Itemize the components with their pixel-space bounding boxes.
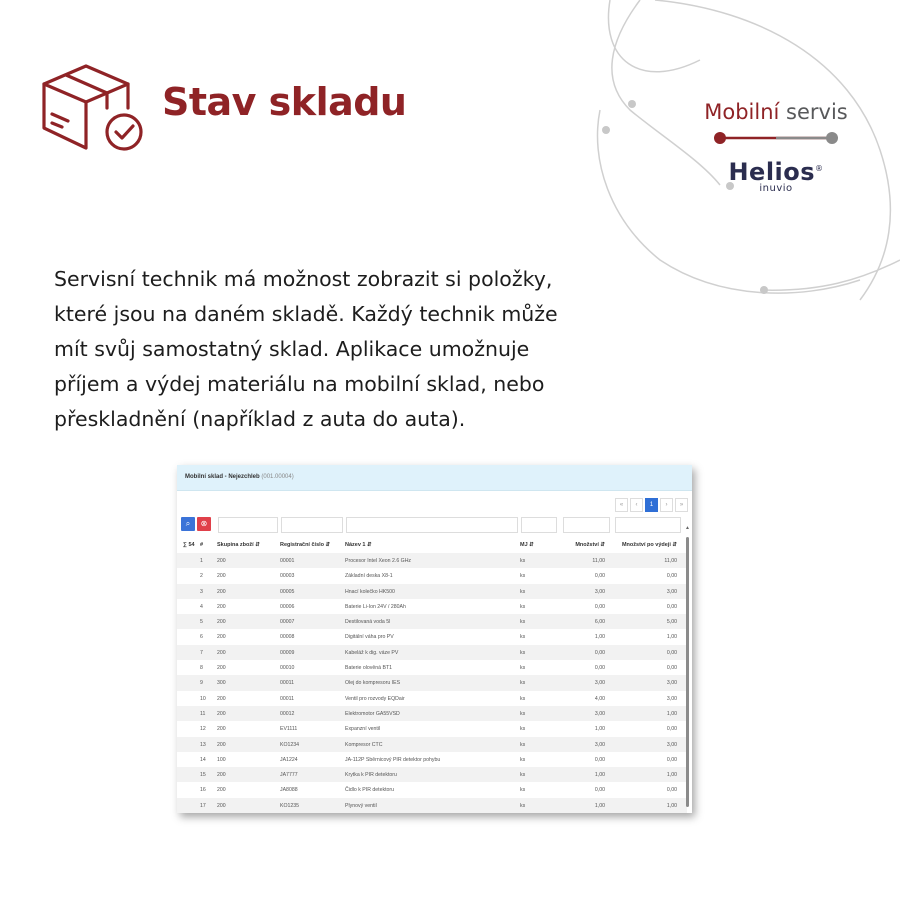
cell-mj: ks	[520, 680, 526, 687]
cell-group: 200	[217, 619, 226, 626]
cell-mj: ks	[520, 787, 526, 794]
cell-name: Olej do kompresoru IES	[345, 680, 401, 687]
cell-reg: 00006	[280, 603, 295, 610]
cell-reg: 00012	[280, 710, 295, 717]
table-header	[177, 538, 687, 554]
cell-name: JA-112P Sběrnicový PIR detektor pohybu	[345, 756, 441, 763]
cell-qty: 6,00	[594, 619, 605, 626]
cell-reg: 00011	[280, 680, 295, 687]
cell-name: Kompresor CTC	[345, 741, 383, 748]
cell-name: Elektromotor GA55VSD	[345, 710, 400, 717]
helios-wordmark: Helios	[728, 158, 816, 186]
cell-reg: 00003	[280, 573, 295, 580]
col-qty-out[interactable]: Množství po výdeji ⇵	[621, 542, 677, 548]
cell-num: 7	[200, 649, 203, 656]
filter-qty-out-input[interactable]	[615, 517, 681, 533]
cell-reg: 00001	[280, 558, 295, 564]
cell-num: 9	[200, 680, 203, 687]
cell-group: 200	[217, 772, 226, 779]
cell-num: 13	[200, 741, 206, 748]
cell-qty: 1,00	[594, 634, 605, 641]
cell-qty: 3,00	[594, 741, 605, 748]
cell-qty-out: 11,00	[664, 558, 677, 564]
cell-mj: ks	[520, 603, 526, 610]
registered-mark: ®	[815, 164, 824, 173]
page-title: Stav skladu	[162, 80, 407, 124]
cell-reg: JA1224	[280, 756, 298, 763]
table-row[interactable]	[177, 691, 687, 706]
table-row[interactable]	[177, 645, 687, 660]
cell-qty: 11,00	[592, 558, 605, 564]
cell-num: 1	[200, 558, 203, 564]
cell-num: 5	[200, 619, 203, 626]
page-1-button[interactable]: 1	[645, 498, 658, 512]
cell-group: 200	[217, 603, 226, 610]
cell-name: Expanzní ventil	[345, 726, 381, 733]
cell-mj: ks	[520, 649, 526, 656]
package-check-icon	[40, 62, 148, 154]
cell-qty-out: 3,00	[666, 680, 677, 687]
col-sum: ∑ 54	[183, 542, 195, 548]
cell-num: 17	[200, 802, 206, 809]
table-row[interactable]	[177, 767, 687, 782]
cell-qty: 0,00	[594, 603, 605, 610]
scroll-up-icon[interactable]: ▲	[685, 525, 690, 531]
cell-reg: EV1111	[280, 726, 298, 733]
cell-qty-out: 3,00	[666, 741, 677, 748]
cell-qty-out: 0,00	[666, 649, 677, 656]
cell-qty-out: 0,00	[666, 787, 677, 794]
search-button[interactable]	[181, 517, 195, 531]
brand-word-servis: servis	[786, 100, 848, 124]
cell-num: 2	[200, 573, 203, 580]
cell-group: 200	[217, 695, 226, 702]
cell-num: 4	[200, 603, 203, 610]
cell-num: 14	[200, 756, 206, 763]
cell-qty: 3,00	[594, 680, 605, 687]
cell-qty-out: 0,00	[666, 603, 677, 610]
cell-qty: 1,00	[594, 726, 605, 733]
cell-name: Ventil pro rozvody EQDair	[345, 695, 405, 702]
cell-mj: ks	[520, 573, 526, 580]
cell-reg: 00010	[280, 665, 295, 672]
table-row[interactable]	[177, 675, 687, 690]
cell-name: Procesor Intel Xeon 2.6 GHz	[345, 558, 412, 564]
table-body	[177, 553, 687, 813]
cell-qty-out: 3,00	[666, 695, 677, 702]
brand-word-mobilni: Mobilní	[704, 100, 780, 124]
first-page-button[interactable]: «	[615, 498, 628, 512]
description-line: které jsou na daném skladě. Každý technik může	[54, 302, 558, 326]
filter-group-input[interactable]	[218, 517, 278, 533]
helios-logo	[686, 158, 866, 186]
cell-group: 100	[217, 756, 226, 763]
filter-qty-input[interactable]	[563, 517, 610, 533]
cell-qty-out: 1,00	[666, 634, 677, 641]
table-row[interactable]	[177, 782, 687, 797]
prev-page-button[interactable]: ‹	[630, 498, 643, 512]
cell-mj: ks	[520, 741, 526, 748]
table-row[interactable]	[177, 660, 687, 675]
brand-logo	[686, 100, 866, 194]
brand-line	[686, 100, 866, 124]
cell-group: 200	[217, 649, 226, 656]
cell-qty-out: 3,00	[666, 588, 677, 595]
warehouse-screenshot	[177, 465, 692, 813]
cell-group: 200	[217, 588, 226, 595]
cell-name: Baterie Li-Ion 24V / 280Ah	[345, 603, 406, 610]
cell-name: Plynový ventil	[345, 802, 377, 809]
cell-reg: KO1235	[280, 802, 300, 809]
cell-name: Hnací kolečko HK500	[345, 588, 395, 595]
cell-group: 300	[217, 680, 226, 687]
description-line: Servisní technik má možnost zobrazit si položky,	[54, 267, 553, 291]
cell-qty: 4,00	[594, 695, 605, 702]
window-header	[177, 465, 692, 491]
cell-group: 200	[217, 665, 226, 672]
description-line: příjem a výdej materiálu na mobilní sklad, nebo	[54, 372, 545, 396]
cell-group: 200	[217, 741, 226, 748]
table-row[interactable]	[177, 721, 687, 736]
cell-reg: JA8088	[280, 787, 298, 794]
cell-name: Čidlo k PIR detektoru	[345, 787, 395, 794]
cell-num: 3	[200, 588, 203, 595]
cell-name: Digitální váha pro PV	[345, 634, 394, 641]
cell-name: Baterie olověná BT1	[345, 665, 393, 672]
cell-mj: ks	[520, 710, 526, 717]
clear-icon: ⊗	[200, 519, 208, 528]
cell-qty-out: 1,00	[666, 772, 677, 779]
cell-name: Krytka k PIR detektoru	[345, 772, 397, 779]
pagination	[615, 498, 688, 512]
cell-name: Základní deska X8-1	[345, 573, 393, 580]
cell-qty: 0,00	[594, 665, 605, 672]
cell-name: Destilovaná voda 5l	[345, 619, 391, 626]
brand-connector-icon	[686, 128, 866, 148]
filter-reg-input[interactable]	[281, 517, 343, 533]
cell-reg: 00009	[280, 649, 295, 656]
filter-name-input[interactable]	[346, 517, 518, 533]
cell-mj: ks	[520, 802, 526, 809]
cell-reg: 00007	[280, 619, 295, 626]
cell-mj: ks	[520, 619, 526, 626]
table-row[interactable]	[177, 568, 687, 583]
table-row[interactable]	[177, 798, 687, 813]
cell-qty-out: 0,00	[666, 726, 677, 733]
last-page-button[interactable]: »	[675, 498, 688, 512]
col-mj[interactable]: MJ ⇵	[520, 542, 534, 548]
cell-group: 200	[217, 726, 226, 733]
clear-filter-button[interactable]	[197, 517, 211, 531]
cell-group: 200	[217, 787, 226, 794]
cell-num: 16	[200, 787, 206, 794]
cell-mj: ks	[520, 588, 526, 595]
window-subtitle: (001.00004)	[261, 474, 294, 480]
filter-row	[181, 517, 686, 533]
cell-mj: ks	[520, 695, 526, 702]
window-title: Mobilní sklad - Nejezchleb	[185, 474, 260, 480]
scrollbar-thumb[interactable]	[686, 537, 689, 807]
cell-mj: ks	[520, 634, 526, 641]
cell-qty: 0,00	[594, 756, 605, 763]
cell-mj: ks	[520, 665, 526, 672]
col-reg[interactable]: Registrační číslo ⇵	[280, 542, 331, 548]
cell-reg: 00011	[280, 695, 295, 702]
cell-name: Kabeláž k dig. váze PV	[345, 649, 399, 656]
cell-group: 200	[217, 802, 226, 809]
table-row[interactable]	[177, 706, 687, 721]
cell-mj: ks	[520, 756, 526, 763]
table-row[interactable]	[177, 599, 687, 614]
col-name[interactable]: Název 1 ⇵	[345, 542, 372, 548]
description-line: přeskladnění (například z auta do auta).	[54, 407, 466, 431]
cell-mj: ks	[520, 726, 526, 733]
description-text	[54, 262, 654, 437]
cell-qty: 1,00	[594, 802, 605, 809]
cell-num: 11	[200, 710, 206, 717]
cell-num: 15	[200, 772, 206, 779]
inuvio-tagline: inuvio	[759, 183, 793, 194]
cell-qty: 1,00	[594, 772, 605, 779]
cell-qty-out: 0,00	[666, 665, 677, 672]
cell-qty-out: 0,00	[666, 573, 677, 580]
table-row[interactable]	[177, 629, 687, 644]
scrollbar[interactable]	[685, 525, 690, 810]
next-page-button[interactable]: ›	[660, 498, 673, 512]
cell-qty: 0,00	[594, 787, 605, 794]
table-row[interactable]	[177, 737, 687, 752]
description-line: mít svůj samostatný sklad. Aplikace umožnuje	[54, 337, 530, 361]
col-group[interactable]: Skupina zboží ⇵	[217, 542, 260, 548]
cell-qty: 3,00	[594, 588, 605, 595]
cell-num: 8	[200, 665, 203, 672]
cell-qty: 0,00	[594, 649, 605, 656]
cell-mj: ks	[520, 772, 526, 779]
filter-mj-input[interactable]	[521, 517, 557, 533]
search-icon: ⌕	[185, 519, 191, 528]
table-row[interactable]	[177, 584, 687, 599]
cell-group: 200	[217, 710, 226, 717]
cell-group: 200	[217, 558, 226, 564]
col-num: #	[200, 542, 204, 548]
cell-num: 10	[200, 695, 206, 702]
table-row[interactable]	[177, 614, 687, 629]
cell-qty: 3,00	[594, 710, 605, 717]
cell-reg: JA7777	[280, 772, 298, 779]
cell-reg: 00008	[280, 634, 295, 641]
col-qty[interactable]: Množství ⇵	[575, 542, 605, 548]
cell-qty-out: 1,00	[666, 710, 677, 717]
cell-mj: ks	[520, 558, 526, 564]
cell-qty: 0,00	[594, 573, 605, 580]
table-row[interactable]	[177, 553, 687, 568]
cell-num: 6	[200, 634, 203, 641]
cell-reg: KO1234	[280, 741, 300, 748]
cell-reg: 00005	[280, 588, 295, 595]
cell-group: 200	[217, 634, 226, 641]
cell-qty-out: 1,00	[666, 802, 677, 809]
table-row[interactable]	[177, 752, 687, 767]
cell-group: 200	[217, 573, 226, 580]
cell-num: 12	[200, 726, 206, 733]
cell-qty-out: 5,00	[666, 619, 677, 626]
cell-qty-out: 0,00	[666, 756, 677, 763]
